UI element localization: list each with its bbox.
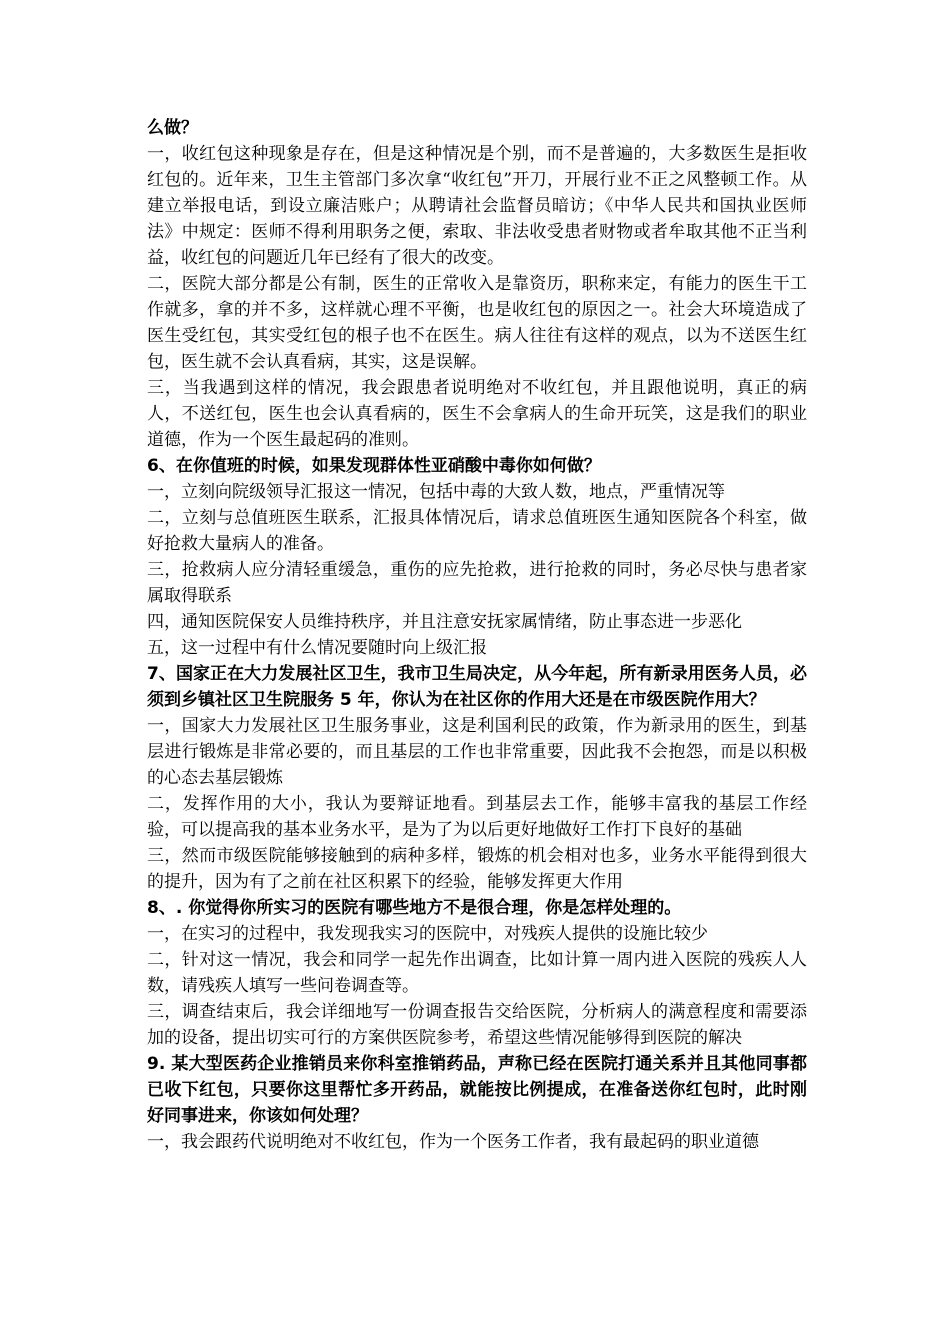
heading-continuation: 么做？ (147, 118, 198, 138)
paragraph: 二，立刻与总值班医生联系，汇报具体情况后，请求总值班医生通知医院各个科室，做好抢救大量病人的准备。 (147, 508, 807, 554)
paragraph: 一，收红包这种现象是存在，但是这种情况是个别，而不是普遍的，大多数医生是拒收红包的。近年来，卫生主管部门多次拿“收红包”开刀，开展行业不正之风整顿工作。从建立举报电话，到设立廉洁账户；从聘请社会监督员暗访；《中华人民共和国执业医师法》中规定：医师不得利用职务之便，索取、非法收受患者财物或者牟取其他不正当利益，收红包的问题近几年已经有了很大的改变。 (147, 144, 807, 268)
paragraph: 四，通知医院保安人员维持秩序，并且注意安抚家属情绪，防止事态进一步恶化 (147, 612, 742, 632)
question-heading: 9. 某大型医药企业推销员来你科室推销药品，声称已经在医院打通关系并且其他同事都已收下红包，只要你这里帮忙多开药品，就能按比例提成，在准备送你红包时，此时刚好同事进来，你该如何处理？ (147, 1054, 807, 1126)
paragraph: 二，针对这一情况，我会和同学一起先作出调查，比如计算一周内进入医院的残疾人人数，请残疾人填写一些问卷调查等。 (147, 950, 807, 996)
paragraph: 三，调查结束后，我会详细地写一份调查报告交给医院，分析病人的满意程度和需要添加的设备，提出切实可行的方案供医院参考，希望这些情况能够得到医院的解决 (147, 1002, 807, 1048)
question-heading: 7、国家正在大力发展社区卫生，我市卫生局决定，从今年起，所有新录用医务人员，必须到乡镇社区卫生院服务 5 年，你认为在社区你的作用大还是在市级医院作用大？ (147, 664, 807, 710)
paragraph: 一，国家大力发展社区卫生服务事业，这是利国利民的政策，作为新录用的医生，到基层进行锻炼是非常必要的，而且基层的工作也非常重要，因此我不会抱怨，而是以积极的心态去基层锻炼 (147, 716, 807, 788)
paragraph: 二，医院大部分都是公有制，医生的正常收入是靠资历，职称来定，有能力的医生干工作就多，拿的并不多，这样就心理不平衡，也是收红包的原因之一。社会大环境造成了医生受红包，其实受红包的根子也不在医生。病人往往有这样的观点，以为不送医生红包，医生就不会认真看病，其实，这是误解。 (147, 274, 807, 372)
question-heading: 8、. 你觉得你所实习的医院有哪些地方不是很合理，你是怎样处理的。 (147, 898, 682, 918)
paragraph: 三，然而市级医院能够接触到的病种多样，锻炼的机会相对也多，业务水平能得到很大的提升，因为有了之前在社区积累下的经验，能够发挥更大作用 (147, 846, 807, 892)
question-heading: 6、在你值班的时候，如果发现群体性亚硝酸中毒你如何做？ (147, 456, 601, 476)
paragraph: 一，我会跟药代说明绝对不收红包，作为一个医务工作者，我有最起码的职业道德 (147, 1132, 759, 1152)
paragraph: 一，在实习的过程中，我发现我实习的医院中，对残疾人提供的设施比较少 (147, 924, 708, 944)
paragraph: 三，抢救病人应分清轻重缓急，重伤的应先抢救，进行抢救的同时，务必尽快与患者家属取得联系 (147, 560, 807, 606)
paragraph: 二，发挥作用的大小，我认为要辩证地看。到基层去工作，能够丰富我的基层工作经验，可以提高我的基本业务水平，是为了为以后更好地做好工作打下良好的基础 (147, 794, 807, 840)
document-page (147, 115, 807, 1155)
paragraph: 五，这一过程中有什么情况要随时向上级汇报 (147, 638, 487, 658)
paragraph: 一，立刻向院级领导汇报这一情况，包括中毒的大致人数，地点，严重情况等 (147, 482, 725, 502)
paragraph: 三，当我遇到这样的情况，我会跟患者说明绝对不收红包，并且跟他说明，真正的病人，不送红包，医生也会认真看病的，医生不会拿病人的生命开玩笑，这是我们的职业道德，作为一个医生最起码的准则。 (147, 378, 807, 450)
